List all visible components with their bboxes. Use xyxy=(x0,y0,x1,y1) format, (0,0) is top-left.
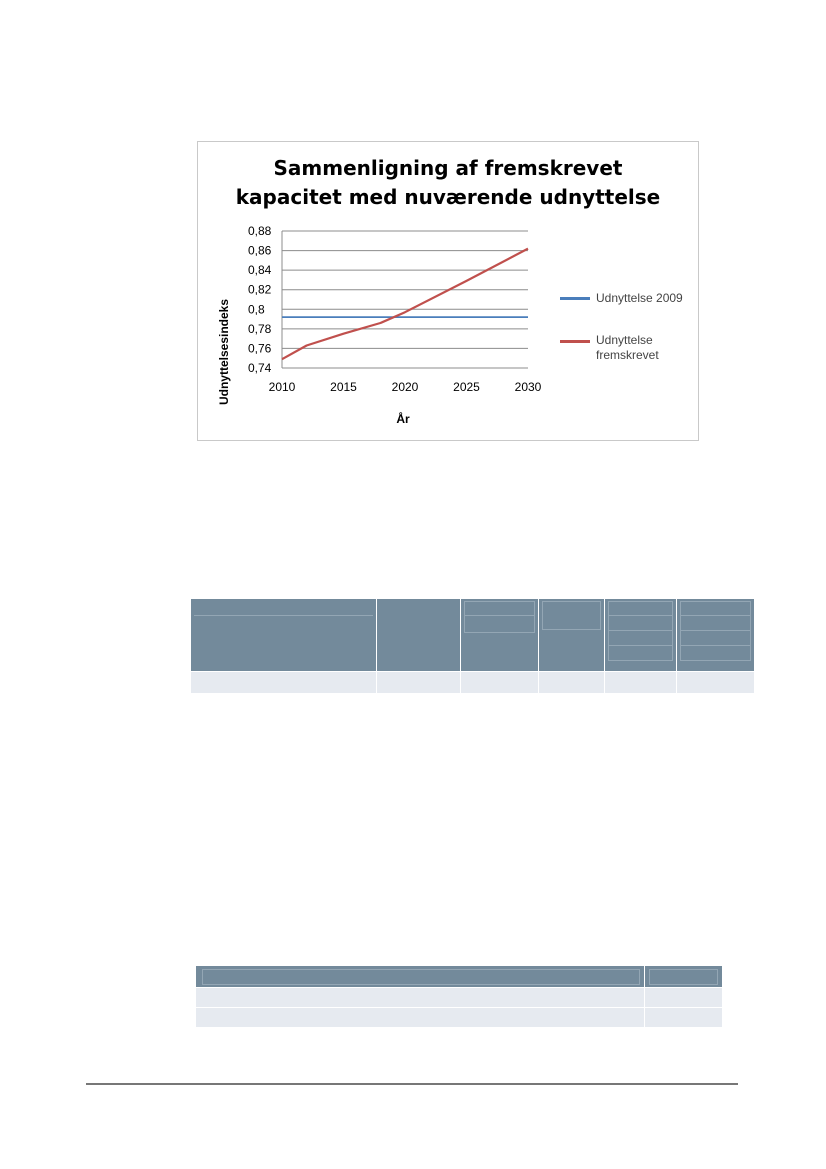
series-line-2 xyxy=(282,249,528,360)
table-row xyxy=(191,672,755,694)
x-tick-label: 2010 xyxy=(268,380,296,394)
table-header-row xyxy=(191,599,755,672)
table-cell xyxy=(461,672,539,694)
x-axis-label: År xyxy=(396,412,410,426)
y-axis-label: Udnyttelsesindeks xyxy=(217,298,231,406)
y-tick-label: 0,86 xyxy=(248,243,272,258)
data-table-1 xyxy=(190,598,755,694)
y-tick-label: 0,84 xyxy=(248,263,272,278)
table-cell xyxy=(191,672,377,694)
footer-divider xyxy=(86,1083,738,1085)
table-header-cell xyxy=(196,966,645,988)
table-header-cell xyxy=(191,599,377,672)
table-cell xyxy=(377,672,461,694)
legend-label: Udnyttelse 2009 xyxy=(596,291,683,305)
table-header-cell xyxy=(377,599,461,672)
legend-label: fremskrevet xyxy=(596,348,659,362)
table-row xyxy=(196,1008,723,1028)
table-cell xyxy=(605,672,677,694)
chart-container xyxy=(197,141,699,441)
y-tick-label: 0,74 xyxy=(248,361,272,375)
x-tick-label: 2030 xyxy=(514,380,542,394)
table-header-cell xyxy=(677,599,755,672)
legend-label: Udnyttelse xyxy=(596,333,653,347)
table-cell xyxy=(196,988,645,1008)
table-cell xyxy=(539,672,605,694)
y-tick-label: 0,8 xyxy=(248,302,265,317)
table-cell xyxy=(645,1008,723,1028)
y-tick-label: 0,78 xyxy=(248,321,272,336)
table-cell xyxy=(645,988,723,1008)
y-tick-label: 0,88 xyxy=(248,224,272,238)
chart-title-line-1: Sammenligning af fremskrevet xyxy=(273,156,623,180)
table-header-cell xyxy=(605,599,677,672)
legend-swatch-blue xyxy=(560,297,590,300)
chart-title-line-2: kapacitet med nuværende udnyttelse xyxy=(235,185,661,209)
y-tick-label: 0,82 xyxy=(248,282,272,297)
x-tick-label: 2025 xyxy=(453,380,480,394)
table-cell xyxy=(196,1008,645,1028)
x-tick-label: 2015 xyxy=(330,380,357,394)
table-header-row xyxy=(196,966,723,988)
table-cell xyxy=(677,672,755,694)
data-table-2 xyxy=(195,965,723,1028)
table-header-cell xyxy=(461,599,539,672)
table-header-cell xyxy=(645,966,723,988)
legend-swatch-red xyxy=(560,340,590,343)
y-tick-label: 0,76 xyxy=(248,341,272,356)
table-header-cell xyxy=(539,599,605,672)
x-tick-label: 2020 xyxy=(391,380,419,394)
table-row xyxy=(196,988,723,1008)
